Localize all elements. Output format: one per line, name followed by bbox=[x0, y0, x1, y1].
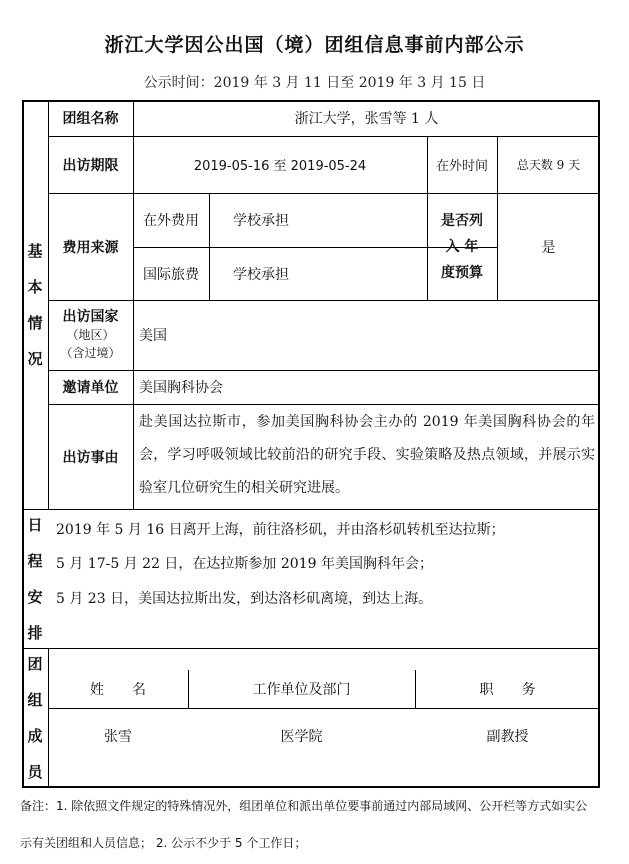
purpose-label: 出访事由 bbox=[62, 449, 119, 466]
budget-value: 是 bbox=[541, 239, 556, 256]
member-header-unit: 工作单位及部门 bbox=[252, 682, 351, 698]
schedule-item: 5 月 23 日，美国达拉斯出发，到达洛杉矶离境，到达上海。 bbox=[56, 591, 433, 607]
note-line-2: 示有关团组和人员信息； 2. 公示不少于 5 个工作日； bbox=[20, 836, 307, 850]
member-title: 副教授 bbox=[486, 729, 529, 745]
schedule-item: 2019 年 5 月 16 日离开上海，前往洛杉矶，并由洛杉矶转机至达拉斯； bbox=[56, 522, 505, 538]
country-label: 出访国家 （地区） （含过境） bbox=[60, 309, 121, 360]
page-title: 浙江大学因公出国（境）团组信息事前内部公示 bbox=[104, 34, 525, 56]
note-line-1: 备注：1. 除依照文件规定的特殊情况外，组团单位和派出单位要事前通过内部局域网、公开栏等方式如实公 bbox=[20, 799, 588, 813]
member-name: 张雪 bbox=[104, 729, 132, 745]
days-abroad-value: 总天数 9 天 bbox=[516, 158, 581, 172]
purpose-value: 赴美国达拉斯市，参加美国胸科协会主办的 2019 年美国胸科协会的年会，学习呼吸领域比较前沿的研究手段、实验策略及热点领域，并展示实验室几位研究生的相关研究进展。 bbox=[139, 414, 595, 496]
funding-label: 费用来源 bbox=[62, 239, 119, 256]
member-header-title: 职 务 bbox=[479, 682, 536, 698]
inviter-value: 美国胸科协会 bbox=[139, 380, 223, 396]
member-unit: 医学院 bbox=[280, 729, 323, 745]
section-schedule-label: 日 程 安 排 bbox=[27, 515, 43, 642]
period-value: 2019-05-16 至 2019-05-24 bbox=[193, 159, 367, 174]
section-members-label: 团 组 成 员 bbox=[27, 655, 43, 781]
budget-label: 是否列 入 年 度预算 bbox=[441, 212, 483, 281]
intl-travel-value: 学校承担 bbox=[233, 266, 289, 283]
publicity-time: 公示时间：2019 年 3 月 11 日至 2019 年 3 月 15 日 bbox=[143, 75, 486, 91]
period-label: 出访期限 bbox=[62, 157, 119, 174]
group-name-label: 团组名称 bbox=[62, 111, 119, 127]
inviter-label: 邀请单位 bbox=[62, 380, 119, 396]
group-name-value: 浙江大学，张雪等 1 人 bbox=[294, 111, 439, 127]
abroad-cost-value: 学校承担 bbox=[233, 213, 289, 229]
intl-travel-label: 国际旅费 bbox=[143, 266, 199, 283]
section-basic-label: 基 本 情 况 bbox=[27, 241, 43, 368]
member-header-name: 姓 名 bbox=[90, 682, 146, 698]
days-abroad-label: 在外时间 bbox=[435, 159, 488, 174]
country-value: 美国 bbox=[139, 328, 167, 344]
abroad-cost-label: 在外费用 bbox=[143, 213, 199, 229]
schedule-item: 5 月 17-5 月 22 日，在达拉斯参加 2019 年美国胸科年会； bbox=[56, 556, 433, 572]
